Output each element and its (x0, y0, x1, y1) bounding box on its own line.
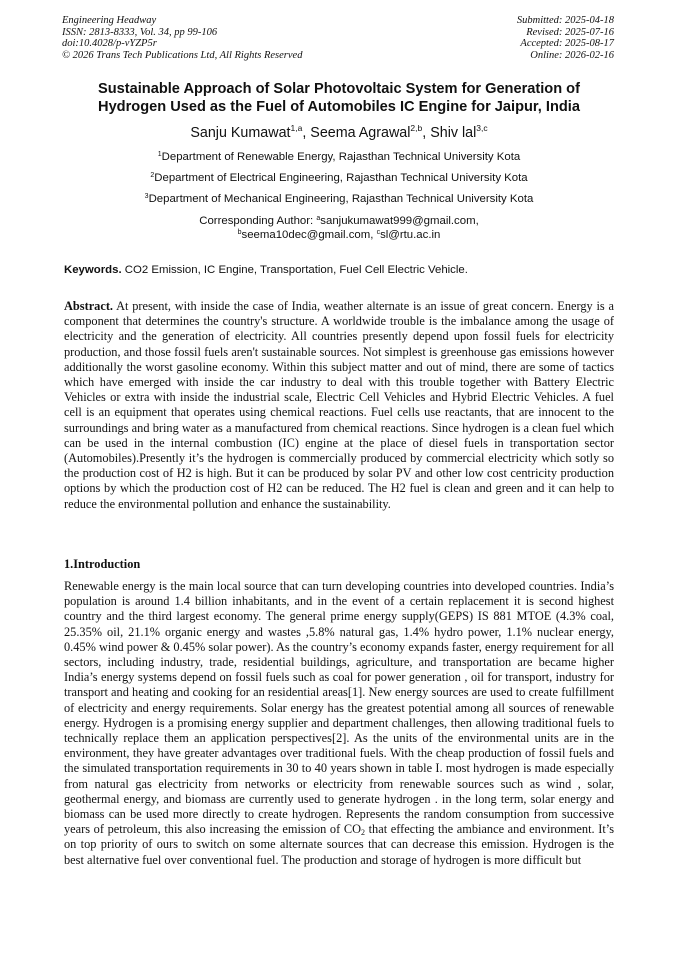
date-submitted: Submitted: 2025-04-18 (516, 15, 614, 26)
paper-title (40, 80, 638, 116)
author-separator: , (302, 125, 311, 141)
introduction-text: Renewable energy is the main local source that can turn developing countries into developed countries. India’s population is around 1.4 billion inhabitants, and in the event of a certain replacement it is second highest country and the third largest economy. The general prime energy supply(GEPS) IS 881 MTOE (4.3% coal, 25.35% oil, 21.1% organic energy and wastes ,5.8% natural gas, 1.4% hydro power, 1.1% nuclear energy, 0.45% wind power & 0.45% solar power). As the country’s economy expands faster, energy requirement for all sectors, including industry, trade, residential buildings, agriculture, and transportation are became higher India’s energy systems depend on fossil fuels such as coal for power generation , oil for transport, industry for transport and heating and cooking for an residential areas[1]. New energy sources are used to create fulfillment of electricity and energy requirements. Solar energy has the greatest potential among all sources of renewable energy. Hydrogen is a promising energy supplier and department challenges, then allowing traditional fuels to technically replace them an application perspectives[2]. As the units of the environmental units are in the environment, they have greater advantages over traditional fuels. With the cheap production of fossil fuels and the simulated transportation requirements in 30 to 40 years shown in table I. most hydrogen is made especially from natural gas electricity from networks or electricity from renewable sources such as wind , solar, geothermal energy, and biomass are currently used to generate hydrogen . in the long term, solar energy and biomass can be used more directly to create hydrogen. Represents the random consumption from successive years of petroleum, this also increasing the emission of CO (64, 579, 614, 837)
email-link[interactable]: sanjukumawat999@gmail.com, (320, 215, 479, 227)
journal-issn: ISSN: 2813-8333, Vol. 34, pp 99-106 (62, 26, 218, 38)
journal-header-left (62, 15, 302, 61)
author-affiliation-mark: 3,c (476, 123, 488, 133)
keywords-text: CO2 Emission, IC Engine, Transportation, Fuel Cell Electric Vehicle. (121, 264, 468, 276)
author-name: Shiv lal (430, 125, 477, 141)
author-separator: , (422, 125, 431, 141)
abstract (64, 299, 614, 512)
author-list (40, 124, 638, 142)
author-name: Sanju Kumawat (190, 125, 291, 141)
corresponding-author (40, 214, 638, 242)
keywords-label: Keywords. (64, 264, 122, 276)
paper-title-line: Sustainable Approach of Solar Photovoltaic System for Generation of (98, 81, 580, 97)
email-mark: a (316, 215, 321, 222)
subscript: 2 (361, 828, 365, 838)
author-name: Seema Agrawal (310, 125, 411, 141)
affiliation-text: Department of Renewable Energy, Rajasthan Technical University Kota (161, 151, 521, 163)
date-accepted: Accepted: 2025-08-17 (520, 38, 614, 49)
journal-header-right (517, 15, 614, 61)
affiliation (40, 150, 638, 164)
author-affiliation-mark: 2,b (410, 123, 423, 133)
affiliation-text: Department of Electrical Engineering, Rajasthan Technical University Kota (154, 172, 528, 184)
date-revised: Revised: 2025-07-16 (526, 26, 614, 38)
email-link[interactable]: seema10dec@gmail.com, (241, 229, 377, 241)
affiliation-mark: 2 (150, 172, 155, 179)
section-heading-introduction: 1.Introduction (64, 557, 141, 571)
corresponding-label: Corresponding Author: (199, 215, 317, 227)
paper-title-line: Hydrogen Used as the Fuel of Automobiles IC Engine for Jaipur, India (98, 99, 580, 115)
affiliation-mark: 3 (144, 193, 149, 200)
journal-name: Engineering Headway (62, 15, 157, 26)
date-online: Online: 2026-02-16 (530, 49, 614, 61)
introduction-body (64, 579, 614, 868)
affiliation (40, 171, 638, 185)
author-affiliation-mark: 1,a (290, 123, 303, 133)
keywords (64, 263, 616, 277)
abstract-text: At present, with inside the case of India, weather alternate is an issue of great concern. Energy is a component that determines the country's structure. A worldwide trouble is the imbalance among the usage of electricity and the generation of electricity. All countries presently depend upon fossil fuels for electricity production, and those fossil fuels aren't sustainable sources. Not simplest is greenhouse gas emissions however additionally the worst gasoline economy. Within this subject matter and out of mind, there are some of tactics which have emerged with inside the car industry to deal with this trouble together with Battery Electric Vehicles or extra with inside the industrial scale, Electric Cell Vehicles and Hybrid Electric Vehicles. A fuel cell is an equipment that operates using chemical reactions. Fuel cells use reactants, that are innocent to the surroundings and bring water as a manufactured from chemical reactions. Since hydrogen is a clean fuel which can be used in the internal combustion (IC) engine at the place of diesel fuels in transportation sector (Automobiles).Presently it’s the hydrogen is commercially produced by commercial electricity which sotly so the production cost of H2 is high. But it can be produced by solar PV and other low cost centricity production options by which the production cost of H2 can be reduced. The H2 fuel is clean and green and it can help to reduce the environmental pollution and enhance the sustainability. (64, 299, 614, 511)
journal-doi: doi:10.4028/p-vYZP5r (62, 38, 157, 49)
affiliation (40, 192, 638, 206)
email-mark: b (237, 229, 242, 236)
email-link[interactable]: sl@rtu.ac.in (380, 229, 441, 241)
abstract-label: Abstract. (64, 299, 114, 313)
journal-copyright: © 2026 Trans Tech Publications Ltd, All Rights Reserved (62, 49, 303, 61)
affiliation-text: Department of Mechanical Engineering, Rajasthan Technical University Kota (148, 193, 534, 205)
email-mark: c (376, 229, 381, 236)
introduction-text: that effecting the ambiance and environment. It’s on top priority of ours to switch on some alternate sources that can decrease this emission. Hydrogen is the best alternative fuel over conventional fuel. The production and storage of hydrogen is more difficult but (64, 822, 615, 867)
affiliation-mark: 1 (157, 151, 162, 158)
